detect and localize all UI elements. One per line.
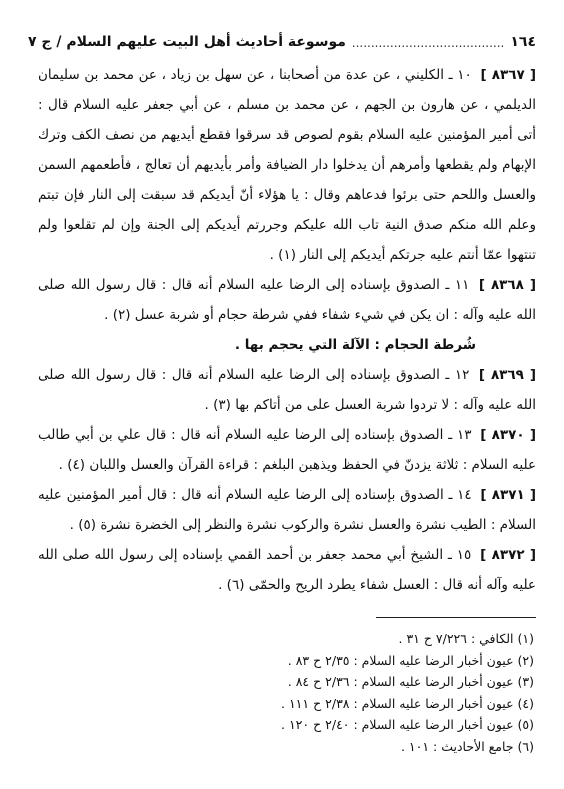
hadith-8372 [38,540,536,600]
header-leader-dots [352,36,504,50]
hadith-number: [ ٨٣٦٩ ] [478,367,536,383]
footnote: (٤) عيون أخبار الرضا عليه السلام : ٢/٣٨ ح ١١١ . [281,695,534,711]
hadith-number: [ ٨٣٧٢ ] [480,547,537,563]
hadith-number: [ ٨٣٦٧ ] [480,67,536,83]
main-text [38,60,536,600]
footnotes [60,628,534,757]
footnote: (٣) عيون أخبار الرضا عليه السلام : ٢/٣٦ ح ٨٤ . [287,674,534,689]
explanatory-note: شُرطة الحجام : الآلة التي يحجم بها . [234,337,476,353]
page-number: ١٦٤ [510,34,536,50]
hadith-8367 [38,60,536,270]
hadith-text: ١٤ ـ الصدوق بإسناده إلى الرضا عليه السلام أنه قال : قال أمير المؤمنين عليه السلام : الطيب نشرة والعسل نشرة والركوب نشرة والنظر إلى الخضرة نشرة (٥) . [38,487,536,533]
footnote: (١) الكافي : ٧/٢٢٦ ح ٣١ . [398,631,534,646]
hadith-text: ١٥ ـ الشيخ أبي محمد جعفر بن أحمد القمي بإسناده إلى رسول الله صلى الله عليه وآله أنه قال : العسل شفاء يطرد الريح والحمّى (٦) . [38,547,536,593]
footnote: (٥) عيون أخبار الرضا عليه السلام : ٢/٤٠ ح ١٢٠ . [281,717,534,732]
page-header [28,24,536,50]
hadith-8369 [38,360,536,420]
running-title: موسوعة أحاديث أهل البيت عليهم السلام / ج ٧ [28,34,346,50]
hadith-8370 [38,420,536,480]
hadith-text: ١٠ ـ الكليني ، عن عدة من أصحابنا ، عن سهل بن زياد ، عن محمد بن سليمان الديلمي ، عن هارون بن الجهم ، عن محمد بن مسلم ، عن أبي جعفر عليه السلام قال : أتى أمير المؤمنين عليه السلام بقوم لصوص قد سرقوا فقطع أيديهم من نصف الكف وترك الإبهام ولم يقطعها وأمرهم أن يدخلوا دار الضيافة وأمر بأيديهم أن تعالج ، فأطعمهم السمن والعسل واللحم حتى برئوا فدعاهم وقال : يا هؤلاء أنّ أيديكم قد سبقت إلى النار فإن تبتم وعلم الله منكم صدق النية تاب الله عليكم وجررتم أيديكم إلى الجنة وإن لم تقلعوا ولم تنتهوا عمّا أنتم عليه جرتكم أيديكم إلى النار (١) . [38,67,536,263]
hadith-text: ١٣ ـ الصدوق بإسناده إلى الرضا عليه السلام أنه قال : قال علي بن أبي طالب عليه السلام : ثلاثة يزدنّ في الحفظ ويذهبن البلغم : قراءة القرآن والعسل واللبان (٤) . [38,427,536,473]
hadith-8371 [38,480,536,540]
hadith-text: ١٢ ـ الصدوق بإسناده إلى الرضا عليه السلام أنه قال : قال رسول الله صلى الله عليه وآله : لا تردوا شربة العسل على من أتاكم بها (٣) . [38,367,536,413]
hadith-number: [ ٨٣٧٠ ] [480,427,536,443]
footnote-divider [376,617,536,618]
footnote: (٦) جامع الأحاديث : ١٠١ . [400,738,534,754]
footnote: (٢) عيون أخبار الرضا عليه السلام : ٢/٣٥ ح ٨٣ . [287,652,534,668]
hadith-text: ١١ ـ الصدوق بإسناده إلى الرضا عليه السلام أنه قال : قال رسول الله صلى الله عليه وآله : ان يكن في شيء شفاء ففي شرطة حجام أو شربة عسل (٢) . [38,277,536,323]
hadith-number: [ ٨٣٦٨ ] [478,277,536,293]
hadith-number: [ ٨٣٧١ ] [480,487,536,503]
hadith-8368 [38,270,536,330]
